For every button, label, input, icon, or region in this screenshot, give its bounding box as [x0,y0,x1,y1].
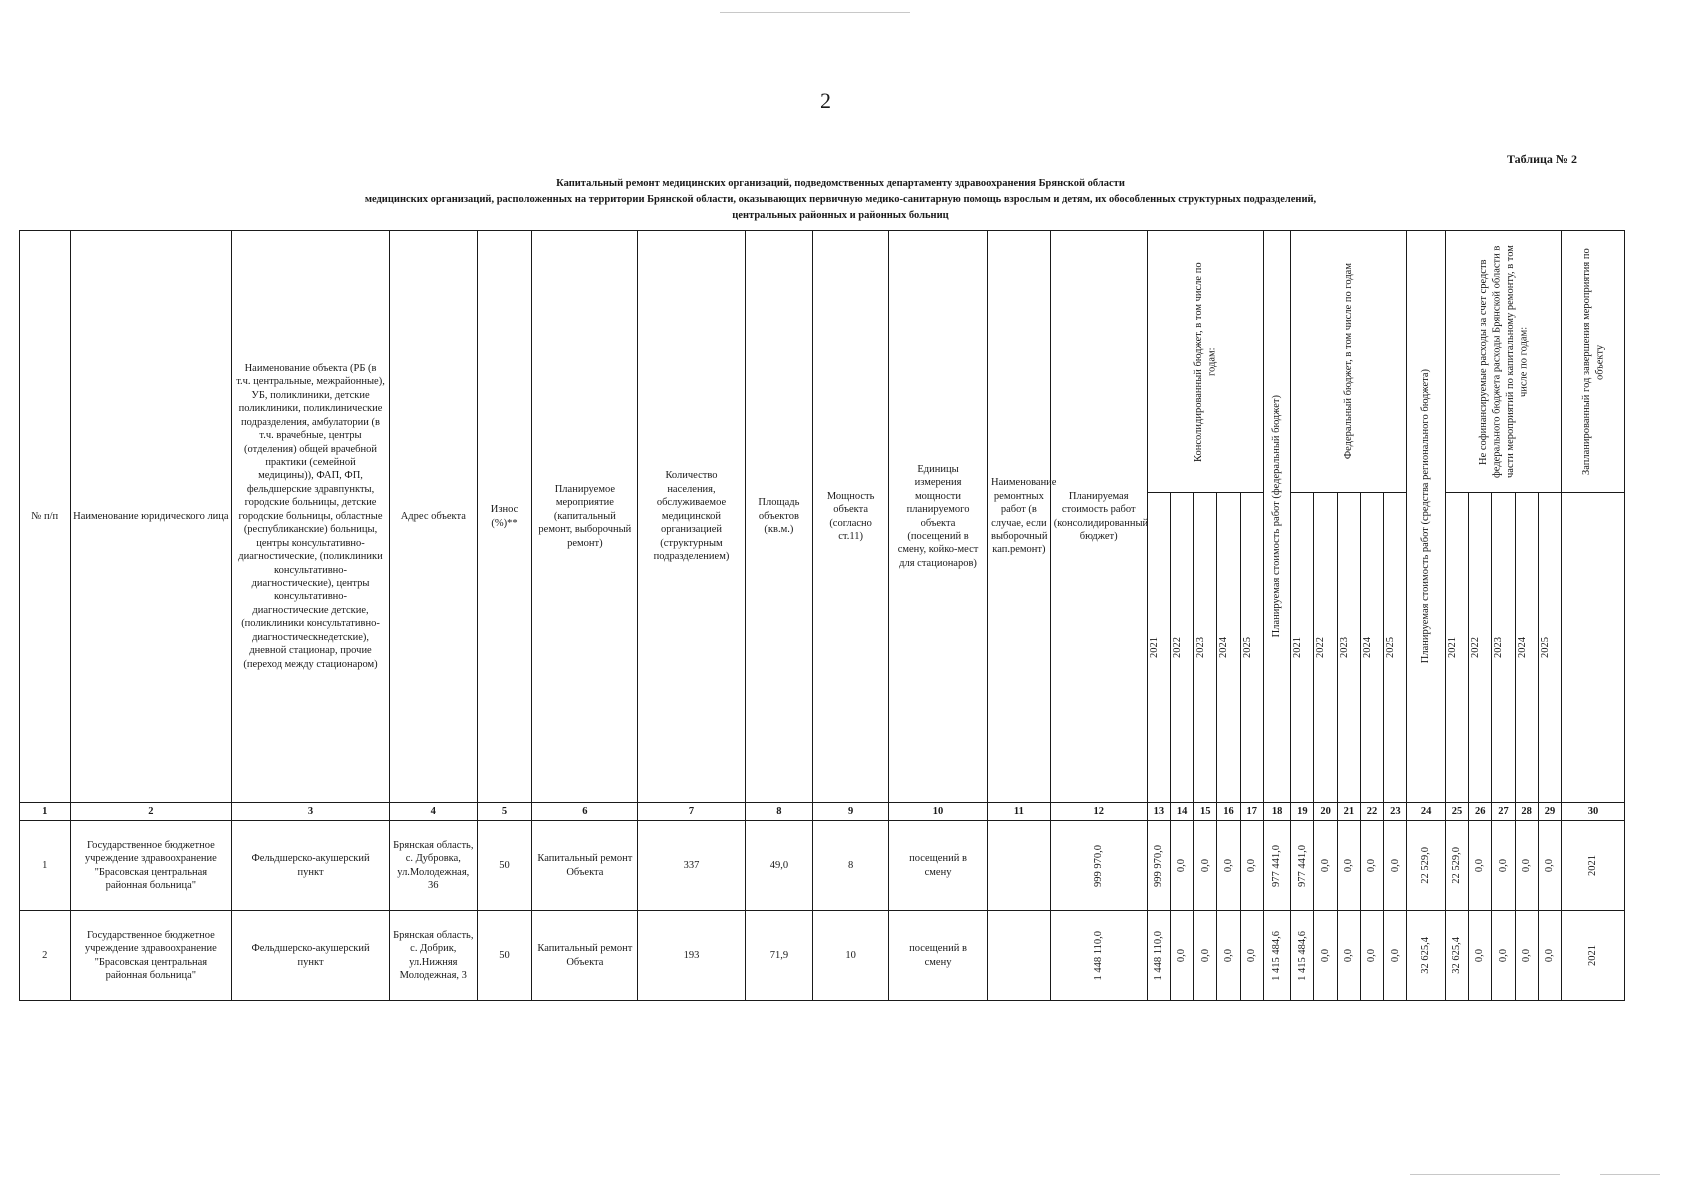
cost-federal-value: 977 441,0 [1271,844,1283,887]
completion-year-value: 2021 [1587,945,1599,966]
completion-year-cell [1562,911,1625,1001]
col-header-wear: Износ (%)** [477,231,532,803]
header-row [20,231,1625,493]
col-header-legal-entity: Наименование юридического лица [70,231,232,803]
column-number: 6 [532,803,638,821]
year-header-text: 2021 [1148,637,1160,658]
capital-repair-table [19,230,1625,1001]
year-header [1170,493,1193,803]
year-header [1492,493,1515,803]
table-row [20,911,1625,1001]
column-number: 3 [232,803,390,821]
unfunded-year-cell [1515,821,1538,911]
column-number: 5 [477,803,532,821]
column-number: 29 [1538,803,1561,821]
completion-year-value: 2021 [1587,855,1599,876]
wear-cell: 50 [477,821,532,911]
cost-federal-cell [1263,821,1290,911]
consolidated-year-value: 1 448 110,0 [1153,930,1165,981]
federal-year-cell [1384,911,1407,1001]
federal-year-cell [1291,911,1314,1001]
legal-entity-cell: Государственное бюджетное учреждение здравоохранение "Брасовская центральная районная больница" [70,821,232,911]
consolidated-year-cell [1194,821,1217,911]
consolidated-year-value: 0,0 [1246,858,1258,873]
capacity-unit-cell: посещений в смену [889,911,988,1001]
column-number: 17 [1240,803,1263,821]
address-cell: Брянская область, с. Дубровка, ул.Молодежная, 36 [389,821,477,911]
capacity-cell: 8 [813,821,889,911]
unfunded-year-cell [1469,821,1492,911]
unfunded-year-value: 0,0 [1497,858,1509,873]
federal-year-value: 0,0 [1366,858,1378,873]
federal-year-cell [1360,911,1383,1001]
group-header-federal [1291,231,1407,493]
group-header-federal-text: Федеральный бюджет, в том числе по годам [1343,263,1355,460]
group-header-consolidated [1147,231,1263,493]
table-title-line-2: медицинских организаций, расположенных на территории Брянской области, оказывающих первичную медико-санитарную помощь взрослым и детям, их обособленных структурных подразделений, [364,194,1317,205]
federal-year-value: 1 415 484,6 [1296,930,1308,981]
repair-name-cell [988,821,1051,911]
year-header-text: 2025 [1241,637,1253,658]
column-number: 25 [1445,803,1468,821]
unfunded-year-value: 32 625,4 [1451,937,1463,974]
object-name-cell: Фельдшерско-акушерский пункт [232,911,390,1001]
federal-year-cell [1337,911,1360,1001]
column-number: 2 [70,803,232,821]
col-header-area: Площадь объектов (кв.м.) [745,231,813,803]
federal-year-value: 0,0 [1389,948,1401,963]
row-number: 2 [20,911,71,1001]
column-number: 14 [1170,803,1193,821]
table-title-line-3: центральных районных и районных больниц [732,210,949,221]
consolidated-year-value: 0,0 [1199,948,1211,963]
year-header-text: 2021 [1292,637,1304,658]
column-number: 15 [1194,803,1217,821]
col-header-cost-regional-text: Планируемая стоимость работ (средства регионального бюджета) [1420,369,1432,664]
scan-artifact [720,12,910,13]
col-header-capacity-unit: Единицы измерения мощности планируемого объекта (посещений в смену, койко-мест для стационаров) [889,231,988,803]
year-header [1360,493,1383,803]
scan-artifact [1410,1174,1560,1175]
consolidated-year-value: 0,0 [1199,858,1211,873]
year-header [1469,493,1492,803]
unfunded-year-value: 0,0 [1497,948,1509,963]
year-header [1445,493,1468,803]
col-header-repair-name: Наименование ремонтных работ (в случае, если выборочный кап.ремонт) [988,231,1051,803]
column-number: 18 [1263,803,1290,821]
col-header-cost-regional [1407,231,1445,803]
year-header [1291,493,1314,803]
unfunded-year-cell [1538,911,1561,1001]
object-name-cell: Фельдшерско-акушерский пункт [232,821,390,911]
consolidated-year-value: 999 970,0 [1153,844,1165,887]
year-header [1147,493,1170,803]
area-cell: 49,0 [745,821,813,911]
col-header-cost-federal-text: Планируемая стоимость работ (федеральный бюджет) [1271,395,1283,638]
wear-cell: 50 [477,911,532,1001]
col-header-completion-year-text: Запланированный год завершения мероприятия по объекту [1580,248,1606,475]
consolidated-year-value: 0,0 [1176,858,1188,873]
column-number: 30 [1562,803,1625,821]
unfunded-year-value: 0,0 [1520,858,1532,873]
col-header-object-name: Наименование объекта (РБ (в т.ч. центральные, межрайонные), УБ, поликлиники, детские поликлиники, поликлинические подразделения, амбулатории (в т.ч. врачебные, центры (отделения) общей врачебной практики (семейной медицины)), ФАП, ФП, фельдшерские здравпункты, городские больницы, детские городские больницы, областные (республиканские) больницы, центры консультативно-диагностические, (поликлиники консультативно-диагностические), центры консультативно-диагностические детские, (поликлиники консультативно-диагностическнедетские), дневной стационар, прочие (переход между стационаром) [232,231,390,803]
col-header-planned-measure: Планируемое мероприятие (капитальный ремонт, выборочный ремонт) [532,231,638,803]
col-header-address: Адрес объекта [389,231,477,803]
cost-consolidated-value: 1 448 110,0 [1092,930,1104,981]
year-header-text: 2024 [1361,637,1373,658]
year-header [1314,493,1337,803]
legal-entity-cell: Государственное бюджетное учреждение здравоохранение "Брасовская центральная районная больница" [70,911,232,1001]
address-cell: Брянская область, с. Добрик, ул.Нижняя Молодежная, 3 [389,911,477,1001]
measure-cell: Капитальный ремонт Объекта [532,911,638,1001]
year-header [1217,493,1240,803]
col-header-capacity: Мощность объекта (согласно ст.11) [813,231,889,803]
col-header-cost-consolidated: Планируемая стоимость работ (консолидированный бюджет) [1050,231,1147,803]
year-header-text: 2025 [1539,637,1551,658]
capacity-unit-cell: посещений в смену [889,821,988,911]
col-header-cost-federal [1263,231,1290,803]
col-header-number: № п/п [20,231,71,803]
year-header-text: 2023 [1195,637,1207,658]
year-header [1240,493,1263,803]
group-header-unfunded-text: Не софинансируемые расходы за счет средств федерального бюджета расходы Брянской области в части мероприятий по капитальному ремонту, в том числе по годам: [1477,245,1529,478]
cost-consolidated-cell [1050,911,1147,1001]
column-number: 11 [988,803,1051,821]
year-header [1337,493,1360,803]
table-row [20,821,1625,911]
cost-federal-cell [1263,911,1290,1001]
column-number: 21 [1337,803,1360,821]
federal-year-value: 0,0 [1389,858,1401,873]
year-header [1515,493,1538,803]
column-numbers-row [20,803,1625,821]
column-number: 24 [1407,803,1445,821]
column-number: 1 [20,803,71,821]
year-header-text: 2025 [1385,637,1397,658]
federal-year-value: 0,0 [1343,858,1355,873]
table-title-line-1: Капитальный ремонт медицинских организаций, подведомственных департаменту здравоохранения Брянской области [556,178,1125,189]
group-header-unfunded [1445,231,1561,493]
population-cell: 337 [638,821,745,911]
federal-year-value: 0,0 [1366,948,1378,963]
column-number: 26 [1469,803,1492,821]
federal-year-cell [1291,821,1314,911]
unfunded-year-cell [1469,911,1492,1001]
repair-name-cell [988,911,1051,1001]
federal-year-cell [1384,821,1407,911]
federal-year-value: 0,0 [1319,858,1331,873]
consolidated-year-cell [1240,911,1263,1001]
column-number: 8 [745,803,813,821]
consolidated-year-cell [1194,911,1217,1001]
consolidated-year-value: 0,0 [1222,858,1234,873]
column-number: 13 [1147,803,1170,821]
year-header-text: 2023 [1338,637,1350,658]
measure-cell: Капитальный ремонт Объекта [532,821,638,911]
cost-regional-cell [1407,821,1445,911]
unfunded-year-cell [1538,821,1561,911]
federal-year-value: 0,0 [1343,948,1355,963]
unfunded-year-cell [1445,911,1468,1001]
capacity-cell: 10 [813,911,889,1001]
cost-regional-value: 22 529,0 [1420,847,1432,884]
column-number: 28 [1515,803,1538,821]
consolidated-year-cell [1147,821,1170,911]
column-number: 23 [1384,803,1407,821]
unfunded-year-cell [1492,911,1515,1001]
cost-regional-cell [1407,911,1445,1001]
cost-federal-value: 1 415 484,6 [1271,930,1283,981]
year-header-text: 2022 [1171,637,1183,658]
consolidated-year-value: 0,0 [1222,948,1234,963]
unfunded-year-value: 0,0 [1544,948,1556,963]
column-number: 7 [638,803,745,821]
cost-consolidated-value: 999 970,0 [1092,844,1104,887]
column-number: 19 [1291,803,1314,821]
unfunded-year-cell [1515,911,1538,1001]
cost-consolidated-cell [1050,821,1147,911]
consolidated-year-cell [1217,821,1240,911]
federal-year-cell [1360,821,1383,911]
consolidated-year-cell [1240,821,1263,911]
unfunded-year-value: 0,0 [1474,948,1486,963]
col-header-completion-year [1562,231,1625,493]
consolidated-year-cell [1217,911,1240,1001]
unfunded-year-value: 0,0 [1520,948,1532,963]
unfunded-year-cell [1492,821,1515,911]
column-number: 27 [1492,803,1515,821]
year-header [1384,493,1407,803]
column-number: 12 [1050,803,1147,821]
year-header-text: 2021 [1446,637,1458,658]
year-header-text: 2024 [1218,637,1230,658]
cost-regional-value: 32 625,4 [1420,937,1432,974]
population-cell: 193 [638,911,745,1001]
column-number: 10 [889,803,988,821]
column-number: 20 [1314,803,1337,821]
row-number: 1 [20,821,71,911]
federal-year-value: 0,0 [1319,948,1331,963]
federal-year-cell [1314,911,1337,1001]
year-header-text: 2023 [1493,637,1505,658]
consolidated-year-value: 0,0 [1176,948,1188,963]
column-number: 9 [813,803,889,821]
consolidated-year-cell [1147,911,1170,1001]
unfunded-year-value: 22 529,0 [1451,847,1463,884]
group-header-consolidated-text: Консолидированный бюджет, в том числе по годам: [1192,261,1218,462]
federal-year-value: 977 441,0 [1296,844,1308,887]
year-header-text: 2022 [1470,637,1482,658]
unfunded-year-value: 0,0 [1474,858,1486,873]
scan-artifact [1600,1174,1660,1175]
unfunded-year-value: 0,0 [1544,858,1556,873]
column-number: 4 [389,803,477,821]
completion-year-spacer [1562,493,1625,803]
consolidated-year-value: 0,0 [1246,948,1258,963]
unfunded-year-cell [1445,821,1468,911]
federal-year-cell [1337,821,1360,911]
col-header-population: Количество населения, обслуживаемое медицинской организацией (структурным подразделением) [638,231,745,803]
year-header [1194,493,1217,803]
column-number: 16 [1217,803,1240,821]
year-header-text: 2024 [1516,637,1528,658]
consolidated-year-cell [1170,821,1193,911]
federal-year-cell [1314,821,1337,911]
year-header [1538,493,1561,803]
consolidated-year-cell [1170,911,1193,1001]
column-number: 22 [1360,803,1383,821]
completion-year-cell [1562,821,1625,911]
page-number: 2 [820,88,831,113]
year-header-text: 2022 [1315,637,1327,658]
area-cell: 71,9 [745,911,813,1001]
table-label: Таблица № 2 [1506,152,1577,166]
